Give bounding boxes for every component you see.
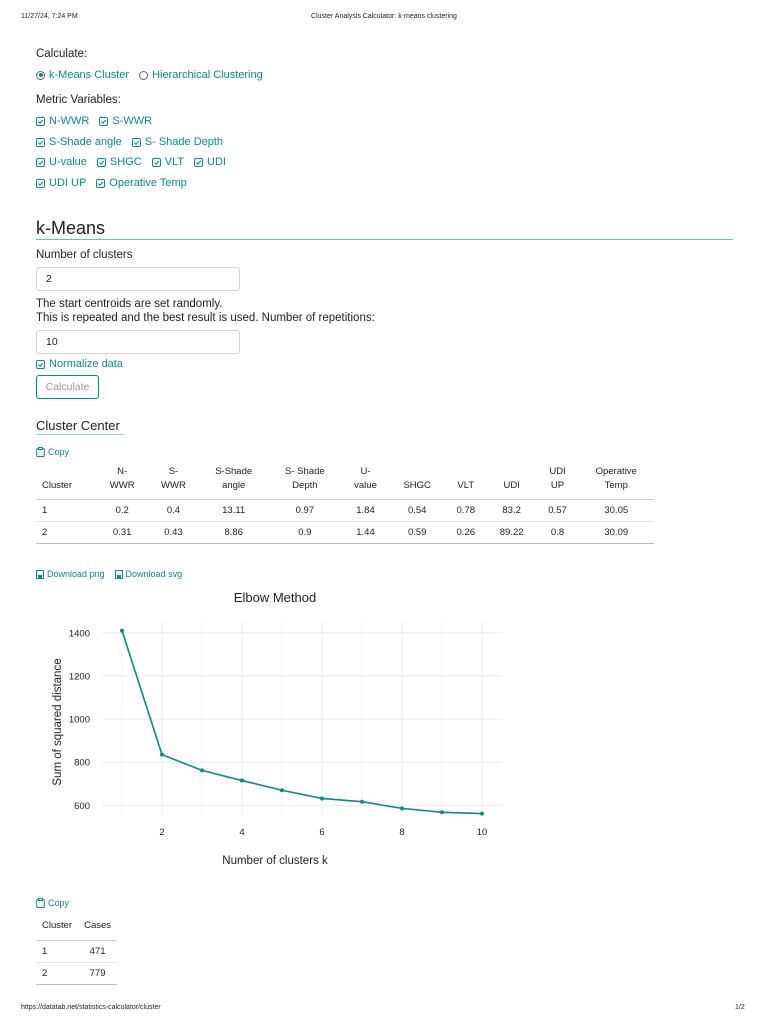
metric-checkbox-label: VLT [164, 156, 185, 168]
metric-checkbox-label: S-Shade angle [49, 136, 122, 148]
metric-checkbox-label: N-WWR [49, 115, 90, 127]
normalize-data-checkbox[interactable] [36, 358, 123, 370]
x-tick-label: 8 [399, 827, 405, 838]
elbow-method-chart [30, 582, 520, 877]
table-cell: 89.22 [487, 522, 537, 544]
checkbox-checked-icon [36, 158, 45, 167]
print-title: Cluster Analysis Calculator: k-means clustering [311, 13, 457, 20]
table-cell: 1.44 [341, 522, 389, 544]
metric-checkbox-label: U-value [49, 156, 87, 168]
table-cell: 1.84 [341, 500, 389, 522]
radio-hierarchical-label: Hierarchical Clustering [152, 69, 263, 81]
table-cell: 30.09 [579, 522, 654, 544]
download-png-label: Download png [47, 569, 105, 579]
table-cell: 0.78 [445, 500, 487, 522]
data-point [120, 629, 124, 633]
data-point [480, 812, 484, 816]
table-cell: 0.4 [148, 500, 199, 522]
data-point [240, 779, 244, 783]
data-point [280, 788, 284, 792]
download-toolbar [36, 569, 192, 579]
column-header [537, 463, 579, 500]
column-header-line1: S-Shade [215, 466, 253, 477]
table-cell: 8.86 [199, 522, 268, 544]
radio-hierarchical[interactable] [139, 69, 263, 81]
save-icon [36, 570, 44, 579]
column-header-line1 [492, 465, 532, 479]
table-cell: 0.2 [97, 500, 148, 522]
table-cell: 471 [78, 941, 117, 963]
metric-checkbox[interactable] [36, 136, 122, 148]
chart-x-axis-label: Number of clusters k [222, 855, 328, 867]
print-url: https://datatab.net/statistics-calculator/cluster [21, 1004, 161, 1011]
print-page-number: 1/2 [735, 1004, 745, 1011]
cluster-center-heading: Cluster Center [36, 418, 120, 433]
checkbox-checked-icon [96, 179, 105, 188]
metric-checkbox[interactable] [99, 115, 152, 127]
table-cell: 13.11 [199, 500, 268, 522]
method-radio-group [36, 69, 273, 81]
download-svg-button[interactable] [115, 569, 183, 579]
column-header-line1: Operative [595, 466, 637, 477]
column-header-line1: S- Shade [285, 466, 325, 477]
column-header [97, 463, 148, 500]
column-header [199, 463, 268, 500]
metric-checkbox[interactable] [36, 115, 89, 127]
cases-table [36, 918, 117, 985]
column-header: Cases [78, 918, 117, 941]
column-header-line2: angle [222, 480, 246, 491]
metric-checkbox[interactable] [152, 156, 184, 168]
checkbox-checked-icon [36, 360, 45, 369]
table-row [36, 522, 654, 544]
y-tick-label: 1400 [68, 628, 90, 640]
table-cell: 0.9 [268, 522, 341, 544]
table-row [36, 941, 117, 963]
column-header-line2: UP [550, 480, 565, 491]
chart-points [120, 629, 484, 816]
chart-y-axis-label: Sum of squared distance [52, 658, 64, 786]
column-header-line2: WWR [109, 480, 135, 491]
num-clusters-label: Number of clusters [36, 249, 133, 261]
x-tick-label: 6 [319, 827, 325, 838]
table-row [36, 963, 117, 985]
download-svg-label: Download svg [125, 569, 183, 579]
radio-kmeans[interactable] [36, 69, 129, 81]
y-tick-label: 800 [74, 757, 90, 769]
checkbox-checked-icon [99, 117, 108, 126]
save-icon [115, 570, 123, 579]
metric-checkbox-label: UDI [207, 156, 226, 168]
copy-cases-button[interactable] [36, 898, 69, 908]
calculate-button[interactable]: Calculate [36, 375, 99, 399]
start-centroids-info: The start centroids are set randomly. [36, 298, 223, 310]
checkbox-checked-icon [132, 138, 141, 147]
x-tick-label: 2 [159, 827, 165, 838]
checkbox-checked-icon [152, 158, 161, 167]
column-header-line2: Cluster [42, 480, 73, 491]
y-tick-label: 1000 [68, 714, 90, 726]
data-point [400, 806, 404, 810]
data-point [320, 796, 324, 800]
metric-row [36, 177, 197, 189]
radio-kmeans-label: k-Means Cluster [49, 69, 130, 81]
table-cell: 1 [36, 500, 97, 522]
chart-y-ticks [69, 628, 90, 812]
metric-variables-label: Metric Variables: [36, 94, 121, 106]
column-header-line2: WWR [161, 480, 186, 491]
column-header [487, 463, 537, 500]
metric-row [36, 136, 233, 148]
column-header-line1 [395, 465, 440, 479]
cluster-center-underline [36, 434, 124, 435]
checkbox-checked-icon [36, 138, 45, 147]
download-png-button[interactable] [36, 569, 105, 579]
table-cell: 30.05 [579, 500, 654, 522]
chart-grid [102, 622, 502, 814]
cases-table-wrapper [36, 918, 117, 985]
metric-checkbox[interactable] [97, 156, 142, 168]
copy-cluster-center-button[interactable] [36, 447, 69, 457]
checkbox-checked-icon [194, 158, 203, 167]
column-header [390, 463, 445, 500]
column-header-line2: Depth [292, 480, 318, 491]
metric-checkbox-label: SHGC [109, 156, 142, 168]
table-cell: 0.54 [390, 500, 445, 522]
table-cell: 0.59 [390, 522, 445, 544]
column-header [579, 463, 654, 500]
x-tick-label: 10 [476, 827, 488, 838]
column-header-line1 [42, 465, 92, 479]
y-tick-label: 600 [74, 800, 90, 812]
column-header [148, 463, 199, 500]
chart-title: Elbow Method [233, 590, 317, 605]
checkbox-checked-icon [97, 158, 106, 167]
data-point [200, 768, 204, 772]
radio-unselected-icon [139, 71, 148, 80]
data-point [440, 810, 444, 814]
cluster-center-table [36, 463, 654, 544]
table-row [36, 500, 654, 522]
metric-checkbox[interactable] [194, 156, 226, 168]
print-datetime: 11/27/24, 7:24 PM [21, 13, 78, 20]
metric-row [36, 156, 236, 168]
metric-checkbox[interactable] [132, 136, 223, 148]
metric-checkbox-label: UDI UP [49, 177, 87, 189]
checkbox-checked-icon [36, 117, 45, 126]
column-header-line1 [450, 465, 482, 479]
clipboard-icon [36, 898, 45, 908]
metric-checkbox-label: Operative Temp [109, 177, 187, 189]
chart-x-ticks [159, 827, 487, 838]
kmeans-heading: k-Means [36, 218, 106, 238]
metric-checkbox[interactable] [96, 177, 186, 189]
column-header-line2: SHGC [403, 480, 431, 491]
copy-label: Copy [48, 898, 70, 908]
repetitions-label: This is repeated and the best result is used. Number of repetitions: [36, 312, 375, 324]
copy-label: Copy [48, 447, 70, 457]
cluster-center-table-wrapper [36, 463, 654, 544]
table-cell: 83.2 [487, 500, 537, 522]
table-cell: 2 [36, 963, 78, 985]
column-header-line2: UDI [503, 480, 520, 491]
column-header-line1: N- [117, 466, 128, 477]
column-header [341, 463, 389, 500]
column-header-line2: value [354, 480, 377, 491]
num-clusters-input[interactable]: 2 [36, 267, 240, 291]
table-cell: 0.26 [445, 522, 487, 544]
y-tick-label: 1200 [68, 671, 90, 683]
column-header [445, 463, 487, 500]
table-cell: 779 [78, 963, 117, 985]
column-header-line1: S- [168, 466, 179, 477]
table-cell: 0.57 [537, 500, 579, 522]
metric-checkbox-label: S-WWR [112, 115, 153, 127]
column-header: Cluster [36, 918, 78, 941]
table-cell: 0.31 [97, 522, 148, 544]
table-cell: 0.97 [268, 500, 341, 522]
column-header [268, 463, 341, 500]
metric-checkbox-label: S- Shade Depth [144, 136, 224, 148]
table-cell: 0.8 [537, 522, 579, 544]
metric-checkbox[interactable] [36, 156, 87, 168]
column-header-line1: UDI [549, 466, 566, 477]
kmeans-heading-divider [36, 239, 733, 240]
data-point [160, 753, 164, 757]
table-cell: 0.43 [148, 522, 199, 544]
table-cell: 2 [36, 522, 97, 544]
clipboard-icon [36, 447, 45, 457]
column-header-line2: VLT [457, 480, 475, 491]
normalize-data-label: Normalize data [49, 358, 123, 370]
column-header-line2: Temp [604, 480, 628, 491]
radio-selected-icon [36, 71, 45, 80]
checkbox-checked-icon [36, 179, 45, 188]
x-tick-label: 4 [239, 827, 245, 838]
metric-row [36, 115, 162, 127]
table-cell: 1 [36, 941, 78, 963]
column-header-line1: U- [360, 466, 371, 477]
column-header [36, 463, 97, 500]
chart-series-line [122, 631, 482, 814]
data-point [360, 800, 364, 804]
repetitions-input[interactable]: 10 [36, 330, 240, 354]
calculate-label: Calculate: [36, 48, 88, 60]
metric-checkbox[interactable] [36, 177, 86, 189]
